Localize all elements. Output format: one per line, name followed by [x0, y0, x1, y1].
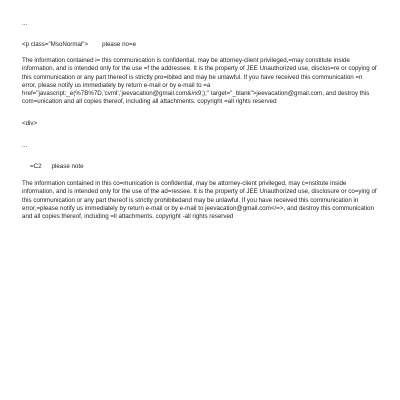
ellipsis-mid: ... [22, 142, 28, 149]
confidentiality-paragraph-1: The information contained i= this communication is confidential, may be attorney-client privileged,=may constitute inside information, and is intended only for the use =f the addressee. It is the property of JEE Unauthorized use, disclos=re or copying of this communication or any part thereof is strictly pro=ibited and may be unlawful. If you have received this communication =n error, please notify us immediately by return e-mail or by e-mail to =a href="javascript:_e(%7B%7D,'cvml','jeevacation@gmail.com&#x9;);" target="_blank">jeevacation@gmail.com, and destroy this com=unication and all copies thereof, including all attachments. copyright =all rights reserved [22, 57, 377, 106]
paragraph-tag-line [22, 41, 136, 49]
please-note-text: please no=e [102, 41, 137, 48]
c2-text: =C2 [30, 163, 42, 170]
confidentiality-paragraph-2: The information contained in this co=munication is confidential, may be attorney-client privileged, may c=nstitute inside information, and is intended only for the use of the ad=ressee. It is the property of JEE Unauthorized use, disclosure or co=ying of this communication or any part thereof is strictly prohibitedand may be unlawful. If you have received this communication in error,=please notify us immediately by return e-mail or by e-mail to jeevacation@gmail.com</=>, and destroy this communication and all copies thereof, including =ll attachments. copyright -all rights reserved [22, 180, 377, 221]
div-tag-line: <div> [22, 120, 38, 127]
please-note-text-2: please note [51, 163, 84, 170]
html-tag-text: <p class="MsoNormal"> [22, 41, 89, 48]
ellipsis-top: ... [22, 20, 28, 27]
c2-note-line [22, 163, 84, 171]
